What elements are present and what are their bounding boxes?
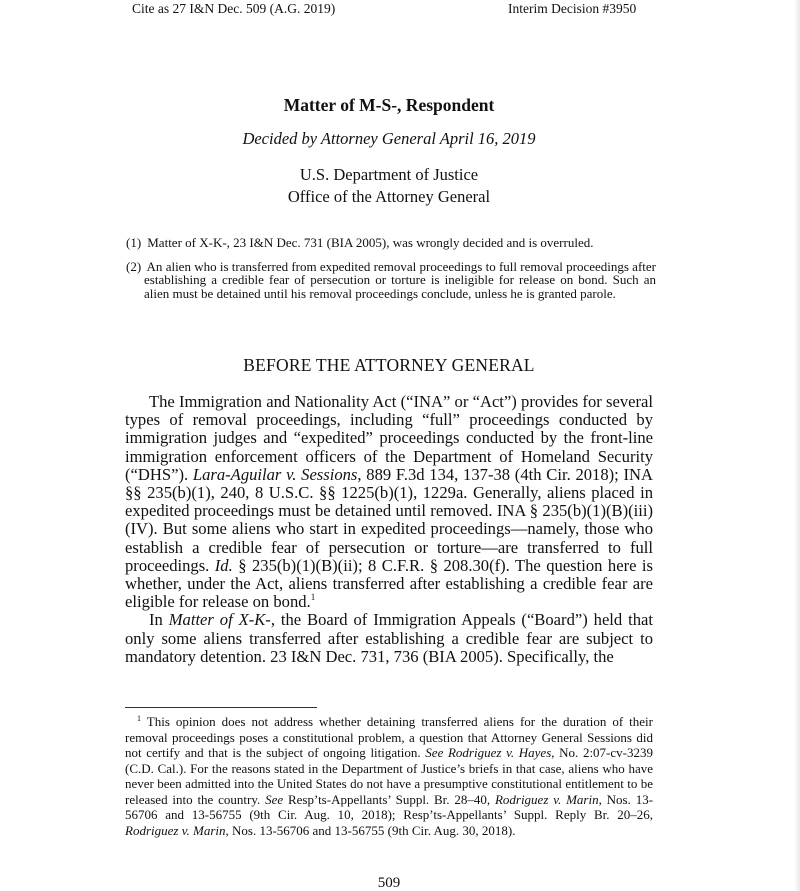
footnote-reference[interactable]: 1 bbox=[310, 592, 316, 603]
case-citation: Rodriguez v. Marin bbox=[125, 822, 226, 838]
opinion-body bbox=[125, 393, 653, 666]
decided-line: Decided by Attorney General April 16, 2019 bbox=[242, 129, 536, 148]
headnote-item bbox=[126, 260, 656, 301]
headnote-item bbox=[126, 236, 656, 250]
paragraph-text: § 235(b)(1)(B)(ii); 8 C.F.R. § 208.30(f). The question here is whether, under the Act, aliens transferred after establishing a credible fear are eligible for release on bond. bbox=[125, 555, 653, 612]
agency-line-department: U.S. Department of Justice bbox=[299, 165, 479, 184]
case-title: Matter of M-S-, Respondent bbox=[283, 95, 495, 115]
paragraph-text: In bbox=[149, 610, 169, 630]
footnote bbox=[125, 714, 653, 838]
citation-signal: See bbox=[265, 791, 284, 807]
paragraph-text: , 889 F.3d 134, 137-38 (4th Cir. 2018); INA §§ 235(b)(1), 240, 8 U.S.C. §§ 1225(b)(1), 1229a. Generally, aliens placed in expedited proceedings must be detained until removed. INA § 235(b)(1)(B)(iii)(IV). But some aliens who start in expedited proceedings—namely, those who establish a credible fear of persecution or torture—are transferred to full proceedings. bbox=[125, 464, 654, 575]
footnote-text: This opinion does not address whether detaining transferred aliens for the duration of their removal proceedings poses a constitutional problem, a question that Attorney General Sessions did not certify and that is the subject of ongoing litigation. bbox=[125, 714, 653, 760]
headnote-text: An alien who is transferred from expedited removal proceedings to full removal proceedings after establishing a credible fear of persecution or torture is ineligible for release on bond. Such an alien must be detained until his removal proceedings conclude, unless he is granted parole. bbox=[144, 258, 656, 301]
citation-signal: Id. bbox=[214, 555, 233, 575]
page-edge-shadow bbox=[794, 0, 800, 891]
paragraph-text: The Immigration and Nationality Act (“INA” or “Act”) provides for several types of removal proceedings, including “full” proceedings conducted by immigration judges and “expedited” proceedings conducted by the front-line immigration enforcement officers of the Department of Homeland Security (“DHS”). bbox=[125, 392, 653, 484]
agency-line-office: Office of the Attorney General bbox=[287, 187, 491, 206]
footnote-marker: 1 bbox=[137, 714, 141, 723]
headnote-text: Matter of X-K-, 23 I&N Dec. 731 (BIA 2005), was wrongly decided and is overruled. bbox=[147, 235, 594, 250]
section-heading: BEFORE THE ATTORNEY GENERAL bbox=[243, 355, 535, 375]
case-citation: Matter of X-K- bbox=[168, 610, 271, 630]
case-citation: See Rodriguez v. Hayes bbox=[425, 745, 552, 760]
body-paragraph bbox=[125, 611, 653, 666]
footnote-text: , Nos. 13-56706 and 13-56755 (9th Cir. Aug. 30, 2018). bbox=[225, 822, 516, 838]
paragraph-text: , the Board of Immigration Appeals (“Board”) held that only some aliens transferred after establishing a credible fear are subject to mandatory detention. 23 I&N Dec. 731, 736 (BIA 2005). Specifically, the bbox=[125, 610, 653, 666]
case-citation: Rodriguez v. Marin bbox=[494, 791, 599, 807]
agency-block bbox=[0, 164, 778, 208]
body-paragraph bbox=[125, 393, 653, 611]
headnote-number: (2) bbox=[126, 258, 142, 274]
headnotes-list bbox=[126, 236, 656, 310]
page-number: 509 bbox=[377, 875, 401, 891]
case-citation: Lara-Aguilar v. Sessions bbox=[192, 464, 358, 484]
running-head-citation: Cite as 27 I&N Dec. 509 (A.G. 2019) bbox=[132, 1, 336, 16]
footnote-divider bbox=[125, 707, 317, 708]
headnote-number: (1) bbox=[126, 235, 142, 250]
footnote-text: Resp’ts-Appellants’ Suppl. Br. 28–40, bbox=[283, 791, 495, 807]
running-head-decision-number: Interim Decision #3950 bbox=[508, 1, 637, 16]
footnote-text: , Nos. 13-56706 and 13-56755 (9th Cir. Aug. 10, 2018); Resp’ts-Appellants’ Suppl. Reply Br. 20–26, bbox=[125, 791, 654, 822]
footnote-text: , No. 2:07-cv-3239 (C.D. Cal.). For the reasons stated in the Department of Justice’s briefs in that case, aliens who have never been admitted into the United States do not have a presumptive constitutional entitlement to be released into the country. bbox=[125, 745, 653, 807]
